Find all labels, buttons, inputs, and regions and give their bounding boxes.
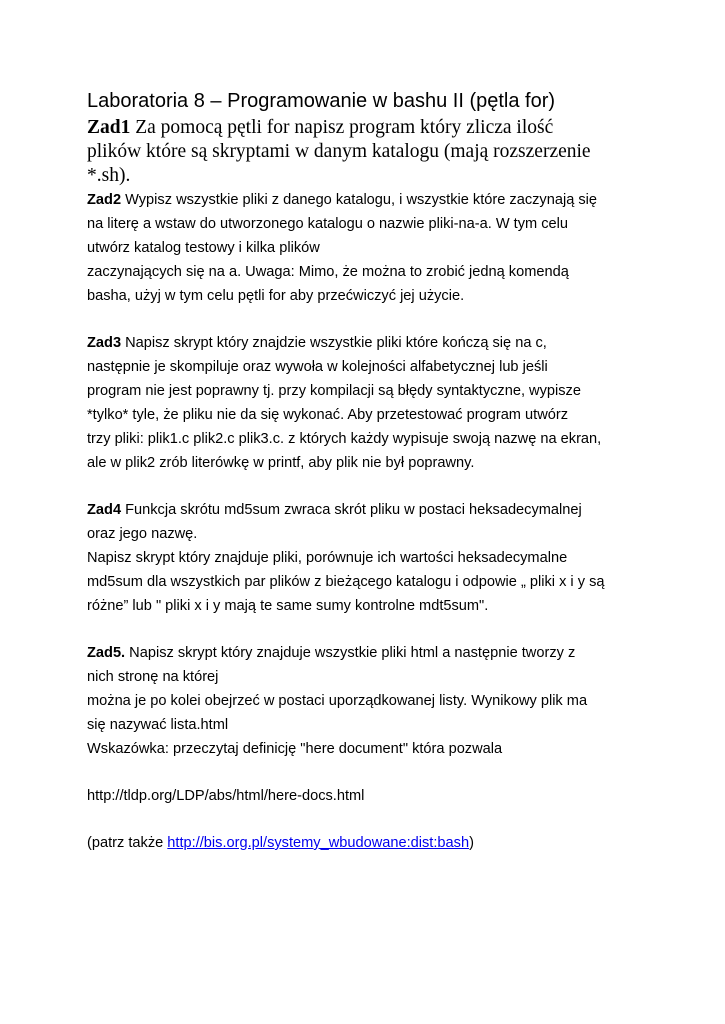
see-also-prefix: (patrz także — [87, 835, 168, 851]
document-content — [87, 88, 657, 855]
task-3-label: Zad3 — [87, 335, 122, 351]
task-2-line-3: utwórz katalog testowy i kilka plików — [87, 240, 320, 256]
task-3-text-1: Napisz skrypt który znajdzie wszystkie pliki które kończą się na c, — [121, 335, 547, 351]
task-4-line-3: Napisz skrypt który znajduje pliki, porównuje ich wartości heksadecymalne — [87, 550, 568, 566]
task-4-line-5: różne” lub " pliki x i y mają te same sumy kontrolne mdt5sum". — [87, 598, 489, 614]
task-1-label: Zad1 — [87, 117, 131, 138]
task-5-line-4: się nazywać lista.html — [87, 717, 229, 733]
spacer — [87, 308, 657, 331]
task-4-line-4: md5sum dla wszystkich par plików z bieżącego katalogu i odpowie „ pliki x i y są — [87, 574, 605, 590]
spacer — [87, 808, 657, 831]
spacer — [87, 761, 657, 784]
task-1-line-3: *.sh). — [87, 165, 131, 186]
task-2-line-4: zaczynających się na a. Uwaga: Mimo, że można to zrobić jedną komendą — [87, 264, 569, 280]
task-2-line-2: na literę a wstaw do utworzonego katalogu o nazwie pliki-na-a. W tym celu — [87, 216, 569, 232]
spacer — [87, 618, 657, 641]
task-3-line-2: następnie je skompiluje oraz wywoła w kolejności alfabetycznej lub jeśli — [87, 359, 548, 375]
task-4-line-1 — [87, 498, 657, 522]
task-5-text-1: Napisz skrypt który znajduje wszystkie pliki html a następnie tworzy z — [125, 645, 576, 661]
task-4-label: Zad4 — [87, 502, 122, 518]
task-5-line-1 — [87, 641, 657, 665]
task-3-line-1 — [87, 331, 657, 355]
spacer — [87, 475, 657, 498]
task-3-line-4: *tylko* tyle, że pliku nie da się wykonać. Aby przetestować program utwórz — [87, 407, 569, 423]
task-1-line-2: plików które są skryptami w danym katalogu (mają rozszerzenie — [87, 141, 591, 162]
task-5 — [87, 641, 657, 761]
document-title: Laboratoria 8 – Programowanie w bashu II (pętla for) — [87, 90, 556, 112]
task-4 — [87, 498, 657, 618]
task-3 — [87, 331, 657, 475]
task-5-label: Zad5. — [87, 645, 126, 661]
see-also-line — [87, 831, 657, 855]
task-2-line-1 — [87, 188, 657, 212]
task-1 — [87, 116, 657, 188]
task-2-text-1: Wypisz wszystkie pliki z danego katalogu, i wszystkie które zaczynają się — [121, 192, 598, 208]
task-4-line-2: oraz jego nazwę. — [87, 526, 198, 542]
task-2 — [87, 188, 657, 308]
task-5-line-5: Wskazówka: przeczytaj definicję "here document" która pozwala — [87, 741, 503, 757]
task-3-line-6: ale w plik2 zrób literówkę w printf, aby plik nie był poprawny. — [87, 455, 475, 471]
see-also-suffix: ) — [469, 835, 474, 851]
task-3-line-3: program nie jest poprawny tj. przy kompilacji są błędy syntaktyczne, wypisze — [87, 383, 581, 399]
task-1-text-1: Za pomocą pętli for napisz program który zlicza ilość — [130, 117, 554, 138]
task-5-line-2: nich stronę na której — [87, 669, 219, 685]
task-4-text-1: Funkcja skrótu md5sum zwraca skrót pliku w postaci heksadecymalnej — [121, 502, 582, 518]
task-3-line-5: trzy pliki: plik1.c plik2.c plik3.c. z których każdy wypisuje swoją nazwę na ekran, — [87, 431, 602, 447]
task-1-line-1 — [87, 116, 657, 140]
see-also-link[interactable]: http://bis.org.pl/systemy_wbudowane:dist:bash — [167, 835, 470, 851]
task-5-line-3: można je po kolei obejrzeć w postaci uporządkowanej listy. Wynikowy plik ma — [87, 693, 588, 709]
task-2-label: Zad2 — [87, 192, 122, 208]
here-docs-url: http://tldp.org/LDP/abs/html/here-docs.html — [87, 788, 365, 804]
task-2-line-5: basha, użyj w tym celu pętli for aby przećwiczyć jej użycie. — [87, 288, 465, 304]
